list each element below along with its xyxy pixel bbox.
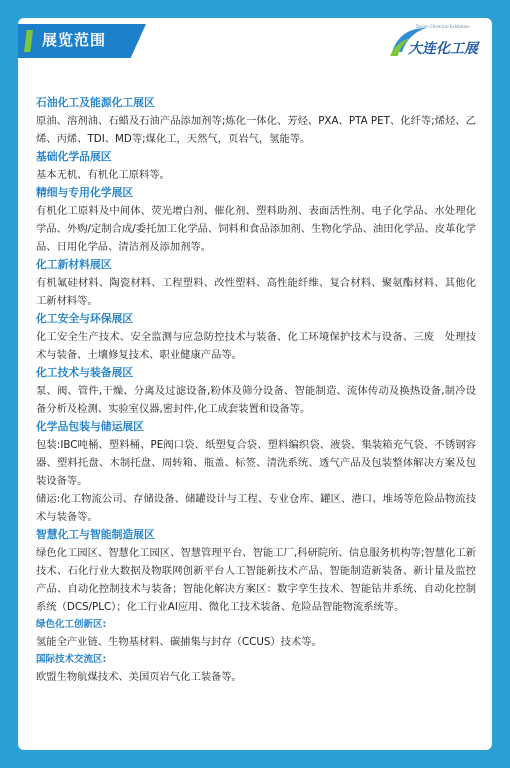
section-body: 有机氟硅材料、陶瓷材料、工程塑料、改性塑料、高性能纤维、复合材料、聚氨酯材料、其他化工新材料等。 xyxy=(36,277,476,307)
section-body: 氢能全产业链、生物基材料、碳捕集与封存（CCUS）技术等。 xyxy=(36,636,322,648)
logo-chinese-text: 大连化工展 xyxy=(408,41,478,57)
section-green-innovation xyxy=(36,616,476,651)
section-body: 欧盟生物航煤技术、美国页岩气化工装备等。 xyxy=(36,671,242,683)
section-body: 有机化工原料及中间体、荧光增白剂、催化剂、塑料助剂、表面活性剂、电子化学品、水处理化学品、外购/定制合成/委托加工化学品、饲料和食品添加剂、生物化学品、油田化学品、皮革化学品、日用化学品、清洁剂及添加剂等。 xyxy=(36,205,476,253)
section-body: 储运:化工物流公司、存储设备、储罐设计与工程、专业仓库、罐区、港口、堆场等危险品物流技术与装备等。 xyxy=(36,493,476,523)
section-title: 绿色化工创新区: xyxy=(36,619,107,630)
section-title: 国际技术交流区: xyxy=(36,654,107,665)
section-fine-chemicals xyxy=(36,184,476,256)
section-title: 化学品包装与储运展区 xyxy=(36,420,144,433)
section-body: 包装:IBC吨桶、塑料桶、PE阀口袋、纸塑复合袋、塑料编织袋、液袋、集装箱充气袋、不锈钢容器、塑料托盘、木制托盘、周转箱、瓶盖、标签、清洗系统、透气产品及包装整体解决方案及包装设备等。 xyxy=(36,439,476,487)
section-technology-equipment xyxy=(36,364,476,418)
section-packaging-logistics xyxy=(36,418,476,526)
section-petrochemical xyxy=(36,94,476,148)
exhibition-logo xyxy=(386,22,478,66)
section-title: 化工新材料展区 xyxy=(36,258,112,271)
exhibition-scope-content xyxy=(36,94,476,686)
logo-english-text: Dalian Chemical Exhibition xyxy=(416,24,470,29)
section-international-exchange xyxy=(36,651,476,686)
section-title: 石油化工及能源化工展区 xyxy=(36,96,155,109)
section-body: 原油、溶剂油、石蜡及石油产品添加剂等;炼化一体化、芳烃、PXA、PTA PET、化纤等;烯烃、乙烯、丙烯、TDI、MD等;煤化工，天然气，页岩气，氢能等。 xyxy=(36,115,476,145)
section-body: 泵、阀、管件,干燥、分离及过滤设备,粉体及筛分设备、智能制造、流体传动及换热设备,制冷设备分析及检测、实验室仪器,密封件,化工成套装置和设备等。 xyxy=(36,385,476,415)
section-title: 智慧化工与智能制造展区 xyxy=(36,528,155,541)
section-title: 化工技术与装备展区 xyxy=(36,366,134,379)
section-body: 化工安全生产技术、安全监测与应急防控技术与装备、化工环境保护技术与设备、三废 处理技术与装备、土壤修复技术、职业健康产品等。 xyxy=(36,331,476,361)
section-body: 基本无机、有机化工原料等。 xyxy=(36,169,170,181)
page-title: 展览范围 xyxy=(42,31,107,49)
section-title: 精细与专用化学展区 xyxy=(36,186,134,199)
section-smart-manufacturing xyxy=(36,526,476,616)
section-basic-chemicals xyxy=(36,148,476,184)
section-safety-environment xyxy=(36,310,476,364)
section-title: 化工安全与环保展区 xyxy=(36,312,134,325)
section-title: 基础化学品展区 xyxy=(36,150,112,163)
section-body: 绿色化工园区、智慧化工园区、智慧管理平台、智能工厂,科研院所、信息服务机构等;智慧化工新技术、石化行业大数据及物联网创新平台人工智能新技术产品、智能制造新装备、新计量及监控产品、自动化控制技术与装备；智能化解决方案区：数字孪生技术、智能钻井系统、自动化控制系统（DCS/PLC）；化工行业AI应用、微化工技术装备、危险品智能物流系统等。 xyxy=(36,547,476,613)
section-new-materials xyxy=(36,256,476,310)
